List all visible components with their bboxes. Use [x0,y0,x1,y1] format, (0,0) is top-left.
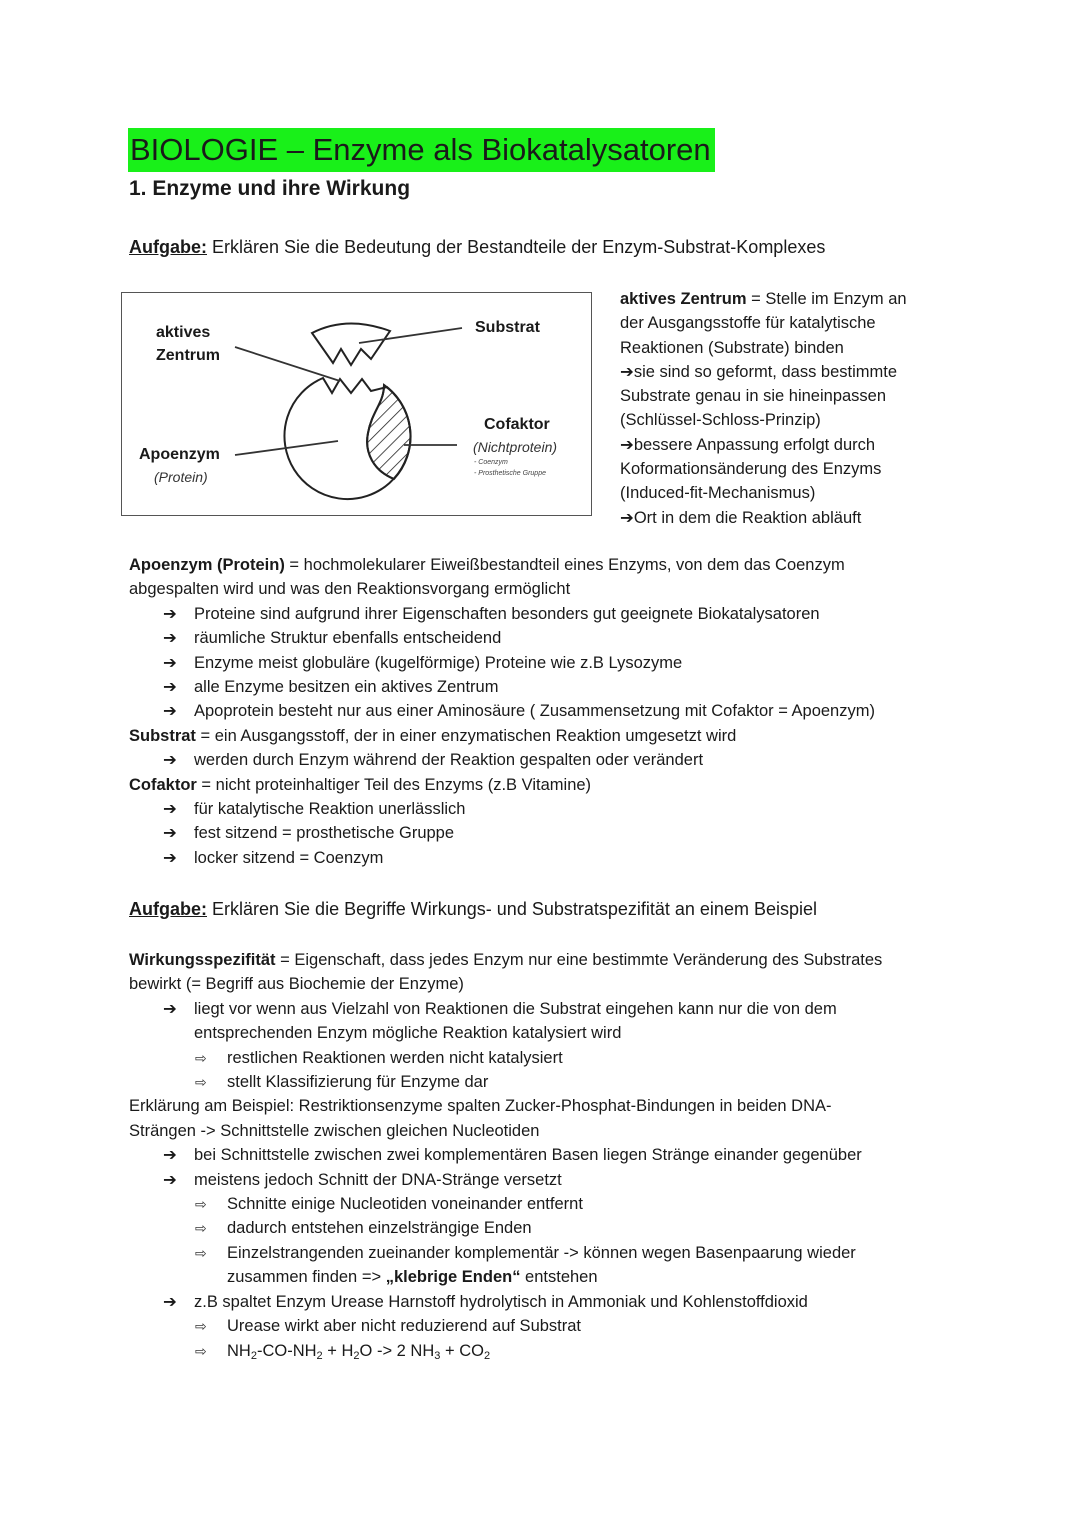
arrow-icon: ➔ [620,508,634,527]
label-substrat: Substrat [475,319,540,336]
arrow-icon: ➔ [163,1146,177,1165]
text: räumliche Struktur ebenfalls entscheidend [194,629,502,648]
side-line [620,506,950,530]
arrow-icon: ➔ [163,751,177,770]
term: Substrat [129,726,196,745]
text: Urease wirkt aber nicht reduzierend auf Substrat [227,1317,582,1336]
arrow-icon: ➔ [163,629,177,648]
chemical-formula: $NH_2-CO-NH_2 + H_2O -> 2$ $NH_3 + CO_2$ [227,1341,491,1362]
definition-line [129,553,969,577]
bullet-continuation: entsprechenden Enzym mögliche Reaktion katalysiert wird [194,1024,622,1043]
task-2 [129,897,817,921]
task-label: Aufgabe: [129,899,207,919]
term: Apoenzym (Protein) [129,556,285,574]
arrow-icon: ➔ [163,848,177,867]
formula-line [129,1339,969,1365]
arrow-icon: ➔ [620,362,634,381]
arrow-icon: ➔ [163,653,177,672]
text: Enzyme meist globuläre (kugelförmige) Proteine wie z.B Lysozyme [194,653,683,672]
text: Apoprotein besteht nur aus einer Aminosäure ( Zusammensetzung mit Cofaktor = Apoenzym) [194,702,875,721]
term: Wirkungsspezifität [129,951,276,969]
task-text: Erklären Sie die Begriffe Wirkungs- und Substratspezifität an einem Beispiel [212,899,817,919]
bullet-item [129,626,969,650]
hollow-arrow-icon: ⇨ [195,1318,207,1335]
text: entstehen [520,1268,598,1287]
text: zusammen finden => [227,1268,386,1287]
arrow-icon: ➔ [163,604,177,623]
bullet-item [129,602,969,626]
text: locker sitzend = Coenzym [194,848,384,867]
section-heading: 1. Enzyme und ihre Wirkung [129,177,411,200]
text: restlichen Reaktionen werden nicht katalysiert [227,1048,563,1067]
definition-line: abgespalten wird und was den Reaktionsvorgang ermöglicht [129,580,571,599]
label-coenzym: - Coenzym [474,459,508,466]
text: = hochmolekularer Eiweißbestandteil eines Enzyms, von dem das Coenzym [284,556,845,574]
label-cofaktor: Cofaktor [484,416,550,433]
emphasis: „klebrige Enden“ [385,1268,521,1287]
text: werden durch Enzym während der Reaktion gespalten oder verändert [194,751,704,770]
text: für katalytische Reaktion unerlässlich [194,800,466,819]
text: = nicht proteinhaltiger Teil des Enzyms (z.B Vitamine) [196,775,592,794]
text: = ein Ausgangsstoff, der in einer enzymatischen Reaktion umgesetzt wird [195,726,737,745]
bullet-item [129,1290,969,1314]
sub-bullet-item [129,1070,969,1094]
side-line [620,360,950,384]
arrow-icon: ➔ [163,999,177,1018]
side-line [620,287,950,311]
hollow-arrow-icon: ⇨ [195,1196,207,1213]
page-title: BIOLOGIE – Enzyme als Biokatalysatoren [128,128,715,172]
task-1 [129,235,825,259]
sub-bullet-item [129,1241,969,1265]
active-center-description [620,287,950,530]
text: Schnitte einige Nucleotiden voneinander entfernt [227,1195,583,1214]
sub-bullet-continuation [129,1265,969,1289]
side-line [620,433,950,457]
label-apoenzym: Apoenzym [139,446,220,463]
arrow-icon: ➔ [163,800,177,819]
bullet-item [129,1143,969,1167]
bullet-item [129,821,969,845]
label-aktives: aktives [156,324,211,341]
sub-bullet-item [129,1192,969,1216]
text: Proteine sind aufgrund ihrer Eigenschaften besonders gut geeignete Biokatalysatoren [194,604,820,623]
definition-line: bewirkt (= Begriff aus Biochemie der Enzyme) [129,975,464,994]
arrow-icon: ➔ [163,1292,177,1311]
sub-bullet-item [129,1216,969,1240]
text: bei Schnittstelle zwischen zwei komplementären Basen liegen Stränge einander gegenüber [194,1146,862,1165]
bullet-item [129,797,969,821]
label-prosthetisch: - Prosthetische Gruppe [474,470,546,477]
arrow-icon: ➔ [163,678,177,697]
hollow-arrow-icon: ⇨ [195,1074,207,1091]
side-line: der Ausgangsstoffe für katalytische [620,314,876,333]
task-text: Erklären Sie die Bedeutung der Bestandteile der Enzym-Substrat-Komplexes [212,237,826,257]
bullet-item [129,1168,969,1192]
bullet-item [129,651,969,675]
text: stellt Klassifizierung für Enzyme dar [227,1073,489,1092]
bullet-item [129,675,969,699]
text: bessere Anpassung erfolgt durch [633,435,876,454]
text: sie sind so geformt, dass bestimmte [633,362,898,381]
text: = Stelle im Enzym an [746,290,907,308]
hollow-arrow-icon: ⇨ [195,1049,207,1066]
definition-line [129,773,969,797]
bullet-item [129,699,969,723]
specificity-section [129,948,969,1365]
bullet-item [129,748,969,772]
side-line: (Induced-fit-Mechanismus) [620,484,816,503]
enzyme-diagram [121,292,592,516]
arrow-icon: ➔ [163,824,177,843]
text: liegt vor wenn aus Vielzahl von Reaktionen die Substrat eingehen kann nur die von dem [194,999,837,1018]
label-zentrum: Zentrum [156,347,220,364]
side-line: Substrate genau in sie hineinpassen [620,387,887,406]
substrate-shape [312,323,390,365]
side-line: Koformationsänderung des Enzyms [620,460,882,479]
text: = Eigenschaft, dass jedes Enzym nur eine bestimmte Veränderung des Substrates [275,951,883,969]
hollow-arrow-icon: ⇨ [195,1220,207,1237]
label-nichtprotein: (Nichtprotein) [473,439,558,455]
example-line: Erklärung am Beispiel: Restriktionsenzyme spalten Zucker-Phosphat-Bindungen in beiden DNA- [129,1097,832,1116]
text: meistens jedoch Schnitt der DNA-Stränge versetzt [194,1170,562,1189]
sub-bullet-item [129,1046,969,1070]
hollow-arrow-icon: ⇨ [195,1342,207,1359]
side-line: (Schlüssel-Schloss-Prinzip) [620,411,821,430]
arrow-icon: ➔ [163,702,177,721]
arrow-icon: ➔ [620,435,634,454]
term: aktives Zentrum [620,290,747,308]
arrow-icon: ➔ [163,1170,177,1189]
text: z.B spaltet Enzym Urease Harnstoff hydrolytisch in Ammoniak und Kohlenstoffdioxid [194,1292,808,1311]
task-label: Aufgabe: [129,237,207,257]
sub-bullet-item [129,1314,969,1338]
side-line: Reaktionen (Substrate) binden [620,338,844,357]
text: Einzelstrangenden zueinander komplementär -> können wegen Basenpaarung wieder [227,1243,856,1262]
text: dadurch entstehen einzelsträngige Enden [227,1219,532,1238]
term: Cofaktor [129,775,197,794]
label-protein: (Protein) [154,469,208,485]
definitions-section [129,553,969,870]
hollow-arrow-icon: ⇨ [195,1244,207,1261]
bullet-item [129,997,969,1021]
definition-line [129,948,969,972]
text: Ort in dem die Reaktion abläuft [633,508,862,527]
definition-line [129,724,969,748]
bullet-item [129,846,969,870]
text: fest sitzend = prosthetische Gruppe [194,824,455,843]
example-line: Strängen -> Schnittstelle zwischen gleichen Nucleotiden [129,1121,540,1140]
text: alle Enzyme besitzen ein aktives Zentrum [194,678,499,697]
